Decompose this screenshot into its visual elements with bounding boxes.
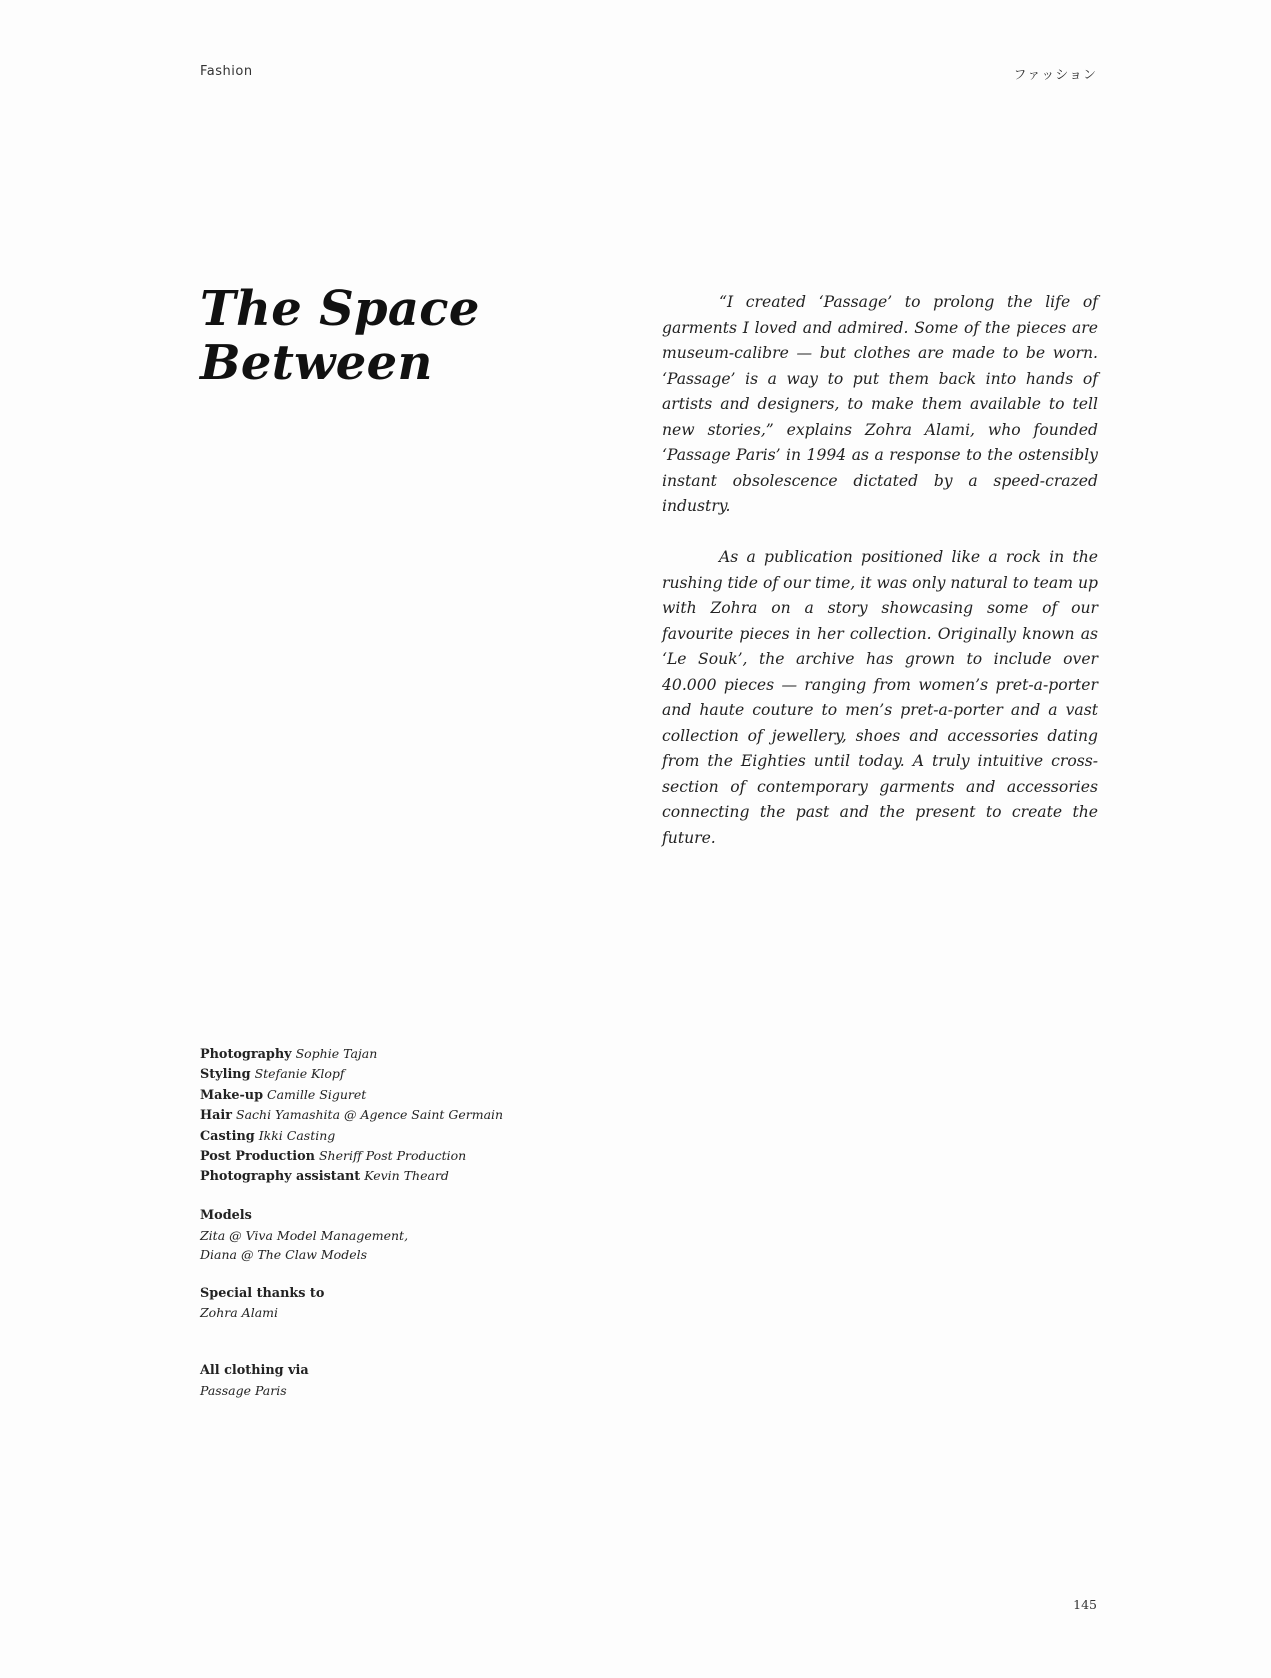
section-label: Fashion [200,64,253,79]
credit-block-thanks [200,1284,640,1323]
credit-line-photography [200,1044,640,1064]
credit-role: Photography [200,1047,292,1062]
credit-role: Styling [200,1067,251,1083]
credit-name: Sophie Tajan [295,1046,378,1061]
credit-block-models [200,1206,640,1264]
clothing-label: All clothing via [200,1363,309,1379]
thanks-label: Special thanks to [200,1285,325,1301]
article-title [200,282,480,390]
article-paragraph: As a publication positioned like a rock in the rushing tide of our time, it was only natural to team up with Zohra on a story showcasing some of our favourite pieces in her collection. Originally known as ‘Le Souk’, the archive has grown to include over 40.000 pieces — ranging from women’s pret-a-porter and haute couture to men’s pret-a-porter and a vast collection of jewellery, shoes and accessories dating from the Eighties until today. A truly intuitive cross-section of contemporary garments and accessories connecting the past and the present to create the future. [662,548,1098,847]
thanks-name: Zohra Alami [200,1305,278,1321]
models-line-2: Diana @ The Claw Models [200,1247,368,1263]
credit-line-casting [200,1126,640,1146]
page-number: 145 [1073,1597,1097,1612]
credit-role: Post Production [200,1149,315,1165]
article-body [662,290,1098,877]
models-line-1: Zita @ Viva Model Management, [200,1227,409,1243]
clothing-name: Passage Paris [200,1382,287,1398]
article-title-line-2: Between [200,335,433,391]
article-paragraph: “I created ‘Passage’ to prolong the life of garments I loved and admired. Some of the pieces are museum-calibre — but clothes are made to be worn. ‘Passage’ is a way to put them back into hands of artists and designers, to make them available to tell new stories,” explains Zohra Alami, who founded ‘Passage Paris’ in 1994 as a response to the ostensibly instant obsolescence dictated by a speed-crazed industry. [662,293,1098,515]
credit-line-hair [200,1105,640,1125]
credit-name: Ikki Casting [258,1127,336,1143]
credit-name: Sheriff Post Production [318,1148,467,1164]
credit-line-styling [200,1064,640,1084]
article-title-line-1: The Space [200,281,480,337]
models-label: Models [200,1208,252,1224]
credit-line-makeup [200,1085,640,1105]
credit-line-post-production [200,1146,640,1166]
credit-role: Photography assistant [200,1169,361,1185]
credit-role: Casting [200,1128,255,1144]
credit-name: Sachi Yamashita @ Agence Saint Germain [236,1107,504,1123]
credits-section [200,1044,640,1400]
credit-name: Kevin Theard [364,1168,449,1184]
credit-role: Make-up [200,1087,264,1103]
credit-role: Hair [200,1108,232,1124]
credit-name: Camille Siguret [267,1086,367,1102]
credit-name: Stefanie Klopf [254,1066,345,1082]
credit-line-photography-assistant [200,1166,640,1186]
section-label-japanese: ファッション [1013,68,1097,83]
credit-block-clothing [200,1361,640,1400]
